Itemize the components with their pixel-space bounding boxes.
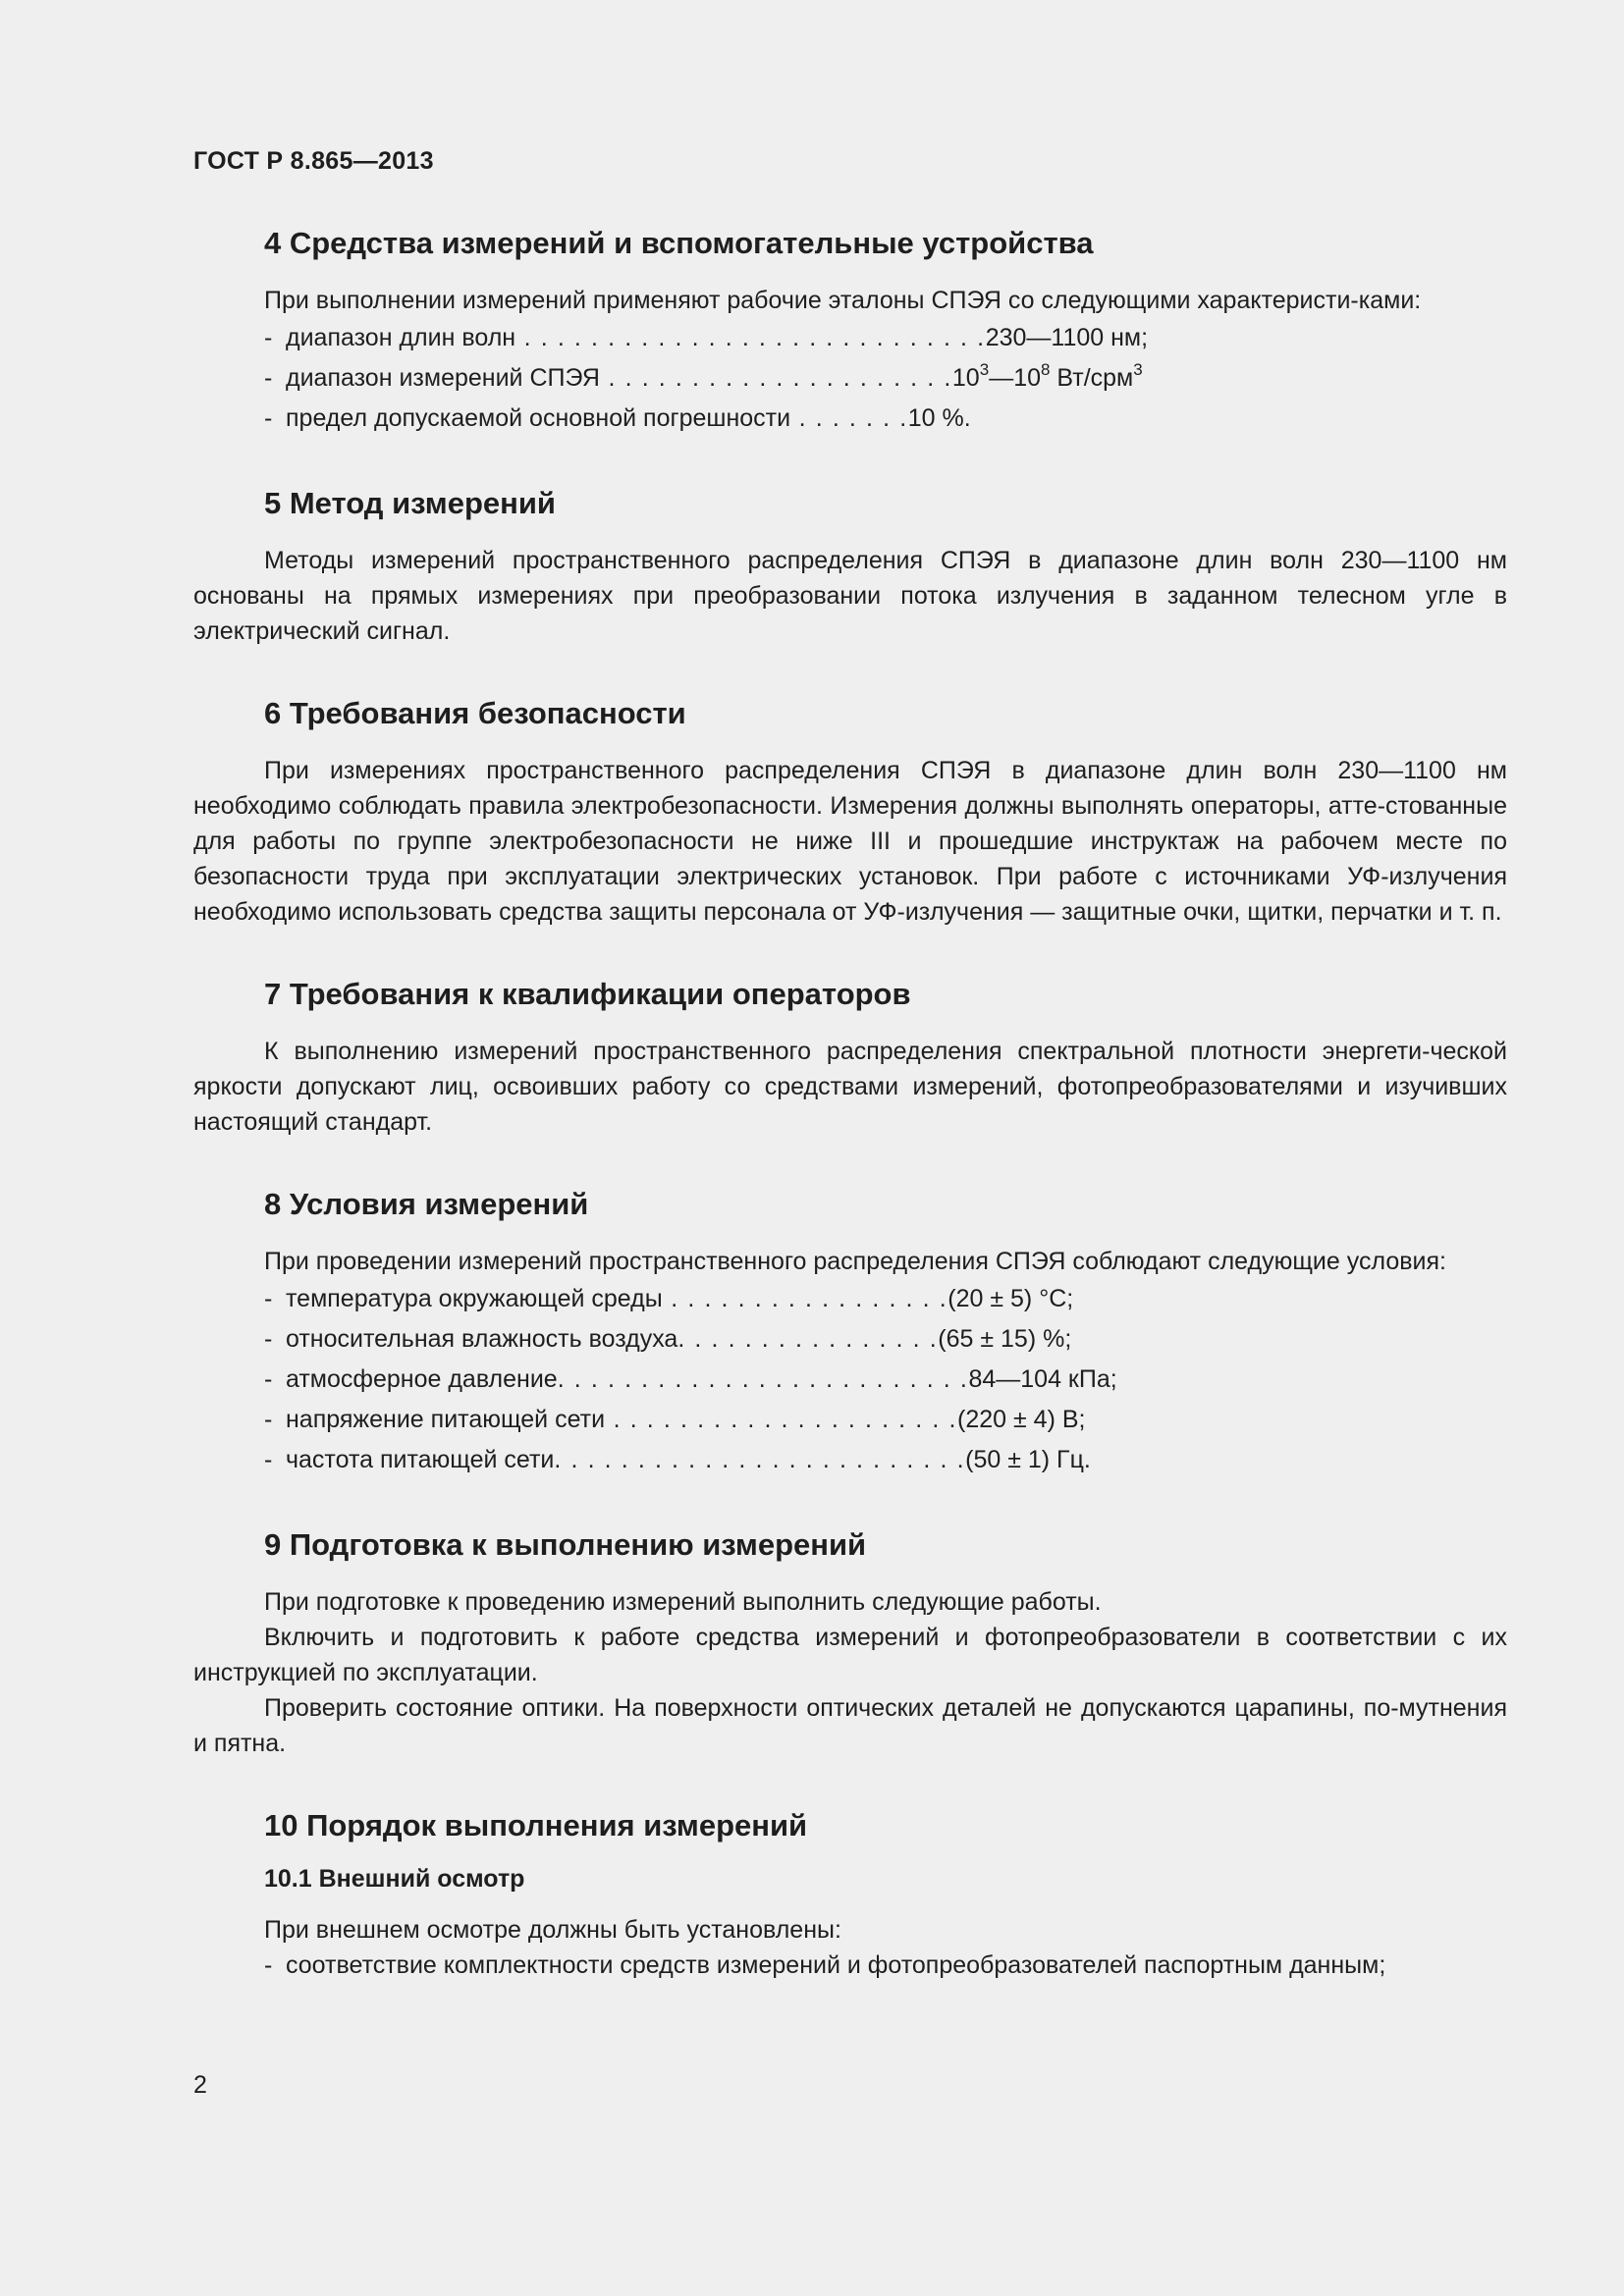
dot-leader: . . . . . . . . . . . . . . . . . . . . . . . . . (557, 1365, 969, 1393)
section-7-title: 7 Требования к квалификации операторов (264, 977, 911, 1011)
list-dash: - (264, 324, 273, 351)
section-10-title: 10 Порядок выполнения измерений (264, 1808, 808, 1842)
value-part: —10 (989, 364, 1041, 392)
list-item (193, 1360, 1507, 1400)
list-item (193, 1440, 1507, 1480)
page-number: 2 (193, 2071, 207, 2099)
dot-leader: . . . . . . . . . . . . . . . . . . . . . . . . . (554, 1446, 966, 1473)
section-8-title: 8 Условия измерений (264, 1187, 589, 1221)
item-value: (50 ± 1) Гц. (965, 1446, 1091, 1473)
item-label: соответствие комплектности средств измерений и фотопреобразователей паспортным данным; (286, 1951, 1386, 1979)
section-8-intro: При проведении измерений пространственного распределения СПЭЯ соблюдают следующие условия: (264, 1248, 1446, 1275)
section-9-paragraph-3: Проверить состояние оптики. На поверхности оптических деталей не допускаются царапины, по-мутнения и пятна. (193, 1694, 1507, 1757)
dot-leader: . . . . . . . . . . . . . . . . (677, 1325, 939, 1353)
item-label: частота питающей сети (286, 1446, 555, 1473)
dot-leader: . . . . . . . . . . . . . . . . . (662, 1285, 948, 1312)
item-label: атмосферное давление (286, 1365, 558, 1393)
list-dash: - (264, 364, 273, 392)
dot-leader: . . . . . . . . . . . . . . . . . . . . . (605, 1406, 958, 1433)
subsection-10-1-title: 10.1 Внешний осмотр (264, 1865, 525, 1893)
item-label: относительная влажность воздуха (286, 1325, 678, 1353)
item-value: 84—104 кПа; (968, 1365, 1117, 1393)
section-6-text: При измерениях пространственного распределения СПЭЯ в диапазоне длин волн 230—1100 нм необходимо соблюдать правила электробезопасности. Измерения должны выполнять операторы, атте-стованные для работы по группе электробезопасности не ниже III и прошедшие инструктаж на рабочем месте по безопасности труда при эксплуатации электрических установок. При работе с источниками УФ-излучения необходимо использовать средства защиты персонала от УФ-излучения — защитные очки, щитки, перчатки и т. п. (193, 757, 1507, 926)
section-5-title: 5 Метод измерений (264, 486, 556, 520)
item-value: (65 ± 15) %; (938, 1325, 1072, 1353)
document-body (193, 224, 1507, 1983)
section-9-title: 9 Подготовка к выполнению измерений (264, 1527, 867, 1562)
item-label: напряжение питающей сети (286, 1406, 606, 1433)
list-dash: - (264, 1325, 273, 1353)
item-value (951, 359, 1143, 392)
list-dash: - (264, 1406, 273, 1433)
item-label: диапазон измерений СПЭЯ (286, 364, 600, 392)
list-item (193, 1400, 1507, 1440)
item-value: 10 %. (907, 404, 971, 432)
measurement-conditions-list (193, 1279, 1507, 1480)
list-item (193, 318, 1507, 358)
list-item (193, 1948, 1507, 1983)
dot-leader: . . . . . . . . . . . . . . . . . . . . . (599, 364, 952, 392)
item-label: температура окружающей среды (286, 1285, 663, 1312)
inspection-list (193, 1948, 1507, 1983)
item-value: 230—1100 нм; (985, 324, 1149, 351)
section-9-paragraph-2: Включить и подготовить к работе средства измерений и фотопреобразователи в соответствии с их инструкцией по эксплуатации. (193, 1624, 1507, 1686)
value-unit: Вт/срм (1050, 364, 1134, 392)
list-item (193, 399, 1507, 439)
dot-leader: . . . . . . . . . . . . . . . . . . . . . . . . . . . . (515, 324, 986, 351)
dot-leader: . . . . . . . (790, 404, 908, 432)
list-dash: - (264, 1446, 273, 1473)
list-dash: - (264, 1951, 273, 1979)
value-exponent: 3 (979, 359, 990, 379)
section-7-text: К выполнению измерений пространственного распределения спектральной плотности энергети-ческой яркости допускают лиц, освоивших работу со средствами измерений, фотопреобразователями и изучивших настоящий стандарт. (193, 1038, 1507, 1136)
item-label: диапазон длин волн (286, 324, 516, 351)
list-item (193, 1319, 1507, 1360)
value-exponent: 8 (1041, 359, 1051, 379)
item-label: предел допускаемой основной погрешности (286, 404, 791, 432)
section-9-paragraph-1: При подготовке к проведению измерений выполнить следующие работы. (264, 1588, 1102, 1616)
section-4-title: 4 Средства измерений и вспомогательные устройства (264, 226, 1094, 260)
section-5-text: Методы измерений пространственного распределения СПЭЯ в диапазоне длин волн 230—1100 нм основаны на прямых измерениях при преобразовании потока излучения в заданном телесном угле в электрический сигнал. (193, 547, 1507, 645)
subsection-10-1-intro: При внешнем осмотре должны быть установлены: (264, 1916, 841, 1944)
list-item (193, 358, 1507, 399)
list-item (193, 1279, 1507, 1319)
list-dash: - (264, 404, 273, 432)
document-header: ГОСТ Р 8.865—2013 (193, 147, 434, 175)
value-part: 10 (951, 364, 980, 392)
section-4-intro: При выполнении измерений применяют рабочие эталоны СПЭЯ со следующими характеристи-ками: (264, 287, 1422, 314)
value-exponent: 3 (1133, 359, 1143, 379)
section-6-title: 6 Требования безопасности (264, 696, 686, 730)
item-value: (20 ± 5) °С; (947, 1285, 1074, 1312)
item-value: (220 ± 4) В; (957, 1406, 1086, 1433)
list-dash: - (264, 1365, 273, 1393)
list-dash: - (264, 1285, 273, 1312)
instrument-characteristics-list (193, 318, 1507, 439)
